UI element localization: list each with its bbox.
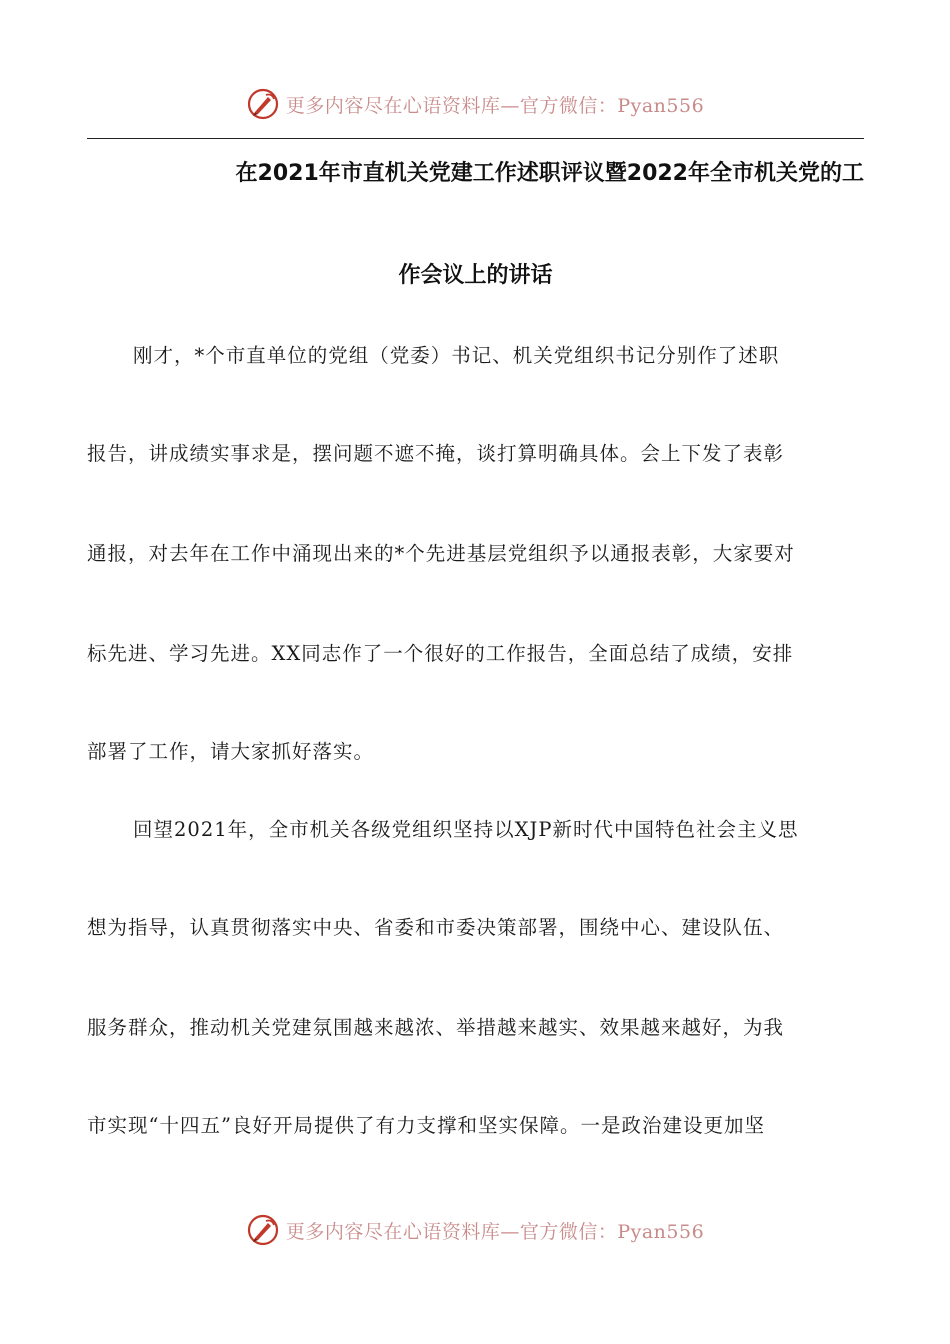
header-watermark: [0, 84, 950, 124]
pen-logo-icon: [246, 87, 280, 121]
paragraph-line: 市实现“十四五”良好开局提供了有力支撑和坚实保障。一是政治建设更加坚: [87, 1114, 765, 1137]
paragraph-line: 想为指导，认真贯彻落实中央、省委和市委决策部署，围绕中心、建设队伍、: [87, 916, 785, 939]
paragraph-line: 刚才，*个市直单位的党组（党委）书记、机关党组织书记分别作了述职: [133, 344, 780, 367]
paragraph-line: 服务群众，推动机关党建氛围越来越浓、举措越来越实、效果越来越好，为我: [87, 1016, 785, 1039]
paragraph-line: 通报，对去年在工作中涌现出来的*个先进基层党组织予以通报表彰，大家要对: [87, 542, 795, 565]
paragraph-line: 标先进、学习先进。XX同志作了一个很好的工作报告，全面总结了成绩，安排: [87, 642, 794, 665]
pen-logo-icon: [246, 1213, 280, 1247]
document-title-line-2: 作会议上的讲话: [398, 263, 553, 288]
watermark-text: 更多内容尽在心语资料库—官方微信：Pyan556: [285, 94, 705, 117]
paragraph-line: 回望2021年，全市机关各级党组织坚持以XJP新时代中国特色社会主义思: [133, 818, 799, 841]
paragraph-line: 报告，讲成绩实事求是，摆问题不遮不掩，谈打算明确具体。会上下发了表彰: [87, 442, 785, 465]
header-divider: [87, 138, 864, 139]
footer-watermark: [0, 1210, 950, 1250]
document-title-line-1: 在2021年市直机关党建工作述职评议暨2022年全市机关党的工: [235, 161, 864, 186]
paragraph-line: 部署了工作，请大家抓好落实。: [87, 740, 375, 763]
watermark-text: 更多内容尽在心语资料库—官方微信：Pyan556: [285, 1220, 705, 1243]
